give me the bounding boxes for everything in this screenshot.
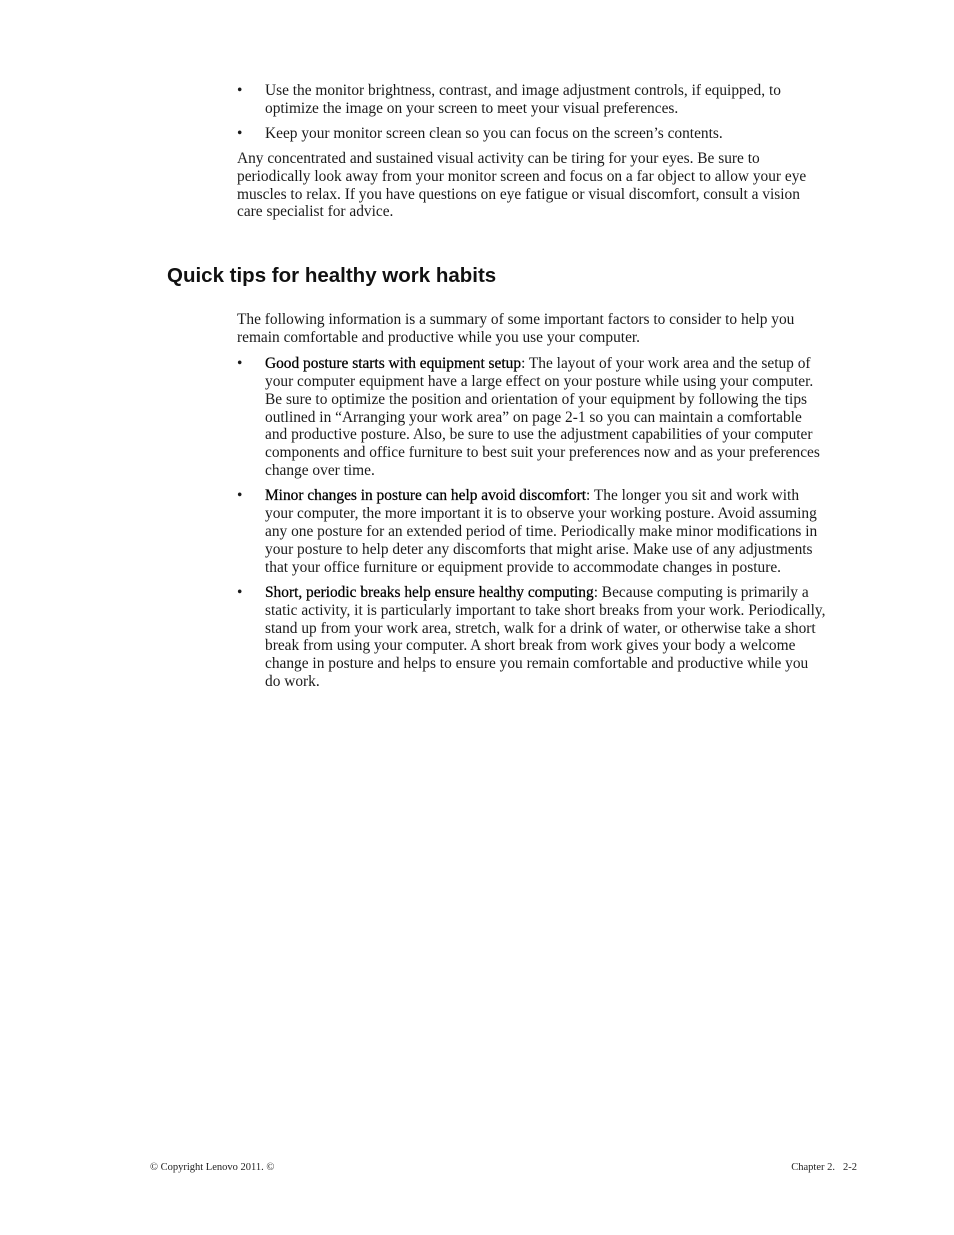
work-habits-block [237, 311, 827, 691]
list-item [237, 82, 827, 118]
section-intro-paragraph: The following information is a summary of some important factors to consider to help you remain comfortable and productive while you use your computer. [237, 311, 795, 346]
list-item-text: Use the monitor brightness, contrast, and image adjustment controls, if equipped, to optimize the image on your screen to meet your visual preferences. [265, 82, 781, 117]
bullet-icon: • [237, 124, 243, 142]
tip-text: : The layout of your work area and the setup of your computer equipment have a large effect on your posture while using your computer. Be sure to optimize the position and orientation of your equipment by following the tips outlined in “Arranging your work area” on page 2-1 so you can maintain a comfortable and productive posture. Also, be sure to use the adjustment capabilities of your computer components and office furniture to best suit your preferences now and as your preferences change over time. [265, 354, 820, 480]
footer-copyright: © Copyright Lenovo 2011. © [150, 1162, 275, 1173]
tip-text: : Because computing is primarily a static activity, it is particularly important to take short breaks from your work. Periodically, stand up from your work area, stretch, walk for a drink of water, or otherwise take a short break from using your computer. A short break from work gives your body a welcome change in posture and helps to ensure you remain comfortable and productive while you do work. [265, 583, 826, 691]
tip-term: Good posture starts with equipment setup [265, 354, 522, 372]
list-item [237, 487, 827, 577]
bullet-icon: • [237, 82, 243, 99]
monitor-tips-block [237, 82, 827, 221]
footer-chapter: Chapter 2. [791, 1162, 835, 1173]
list-item [237, 584, 827, 691]
tip-term: Short, periodic breaks help ensure healthy computing [265, 583, 594, 601]
bullet-icon: • [237, 354, 243, 372]
list-item [237, 355, 827, 480]
monitor-tips-list [237, 82, 827, 143]
work-habits-list [237, 355, 827, 691]
tip-text: : The longer you sit and work with your computer, the more important it is to observe your working posture. Avoid assuming any one posture for an extended period of time. Periodically make minor modifications in your posture to help deter any discomforts that might arise. Make use of any adjustments that your office furniture or equipment provide to accommodate changes in posture. [265, 487, 818, 576]
section-heading: Quick tips for healthy work habits [167, 264, 497, 287]
footer-page-number: 2-2 [843, 1162, 857, 1173]
footer-page-info [791, 1161, 857, 1175]
eye-fatigue-paragraph: Any concentrated and sustained visual activity can be tiring for your eyes. Be sure to periodically look away from your monitor screen and focus on a far object to allow your eye muscles to relax. If you have questions on eye fatigue or visual discomfort, consult a vision care specialist for advice. [237, 149, 807, 221]
bullet-icon: • [237, 487, 243, 505]
list-item-text: Keep your monitor screen clean so you can focus on the screen’s contents. [265, 124, 723, 142]
list-item [237, 125, 827, 143]
tip-term: Minor changes in posture can help avoid discomfort [265, 487, 586, 505]
bullet-icon: • [237, 583, 243, 601]
